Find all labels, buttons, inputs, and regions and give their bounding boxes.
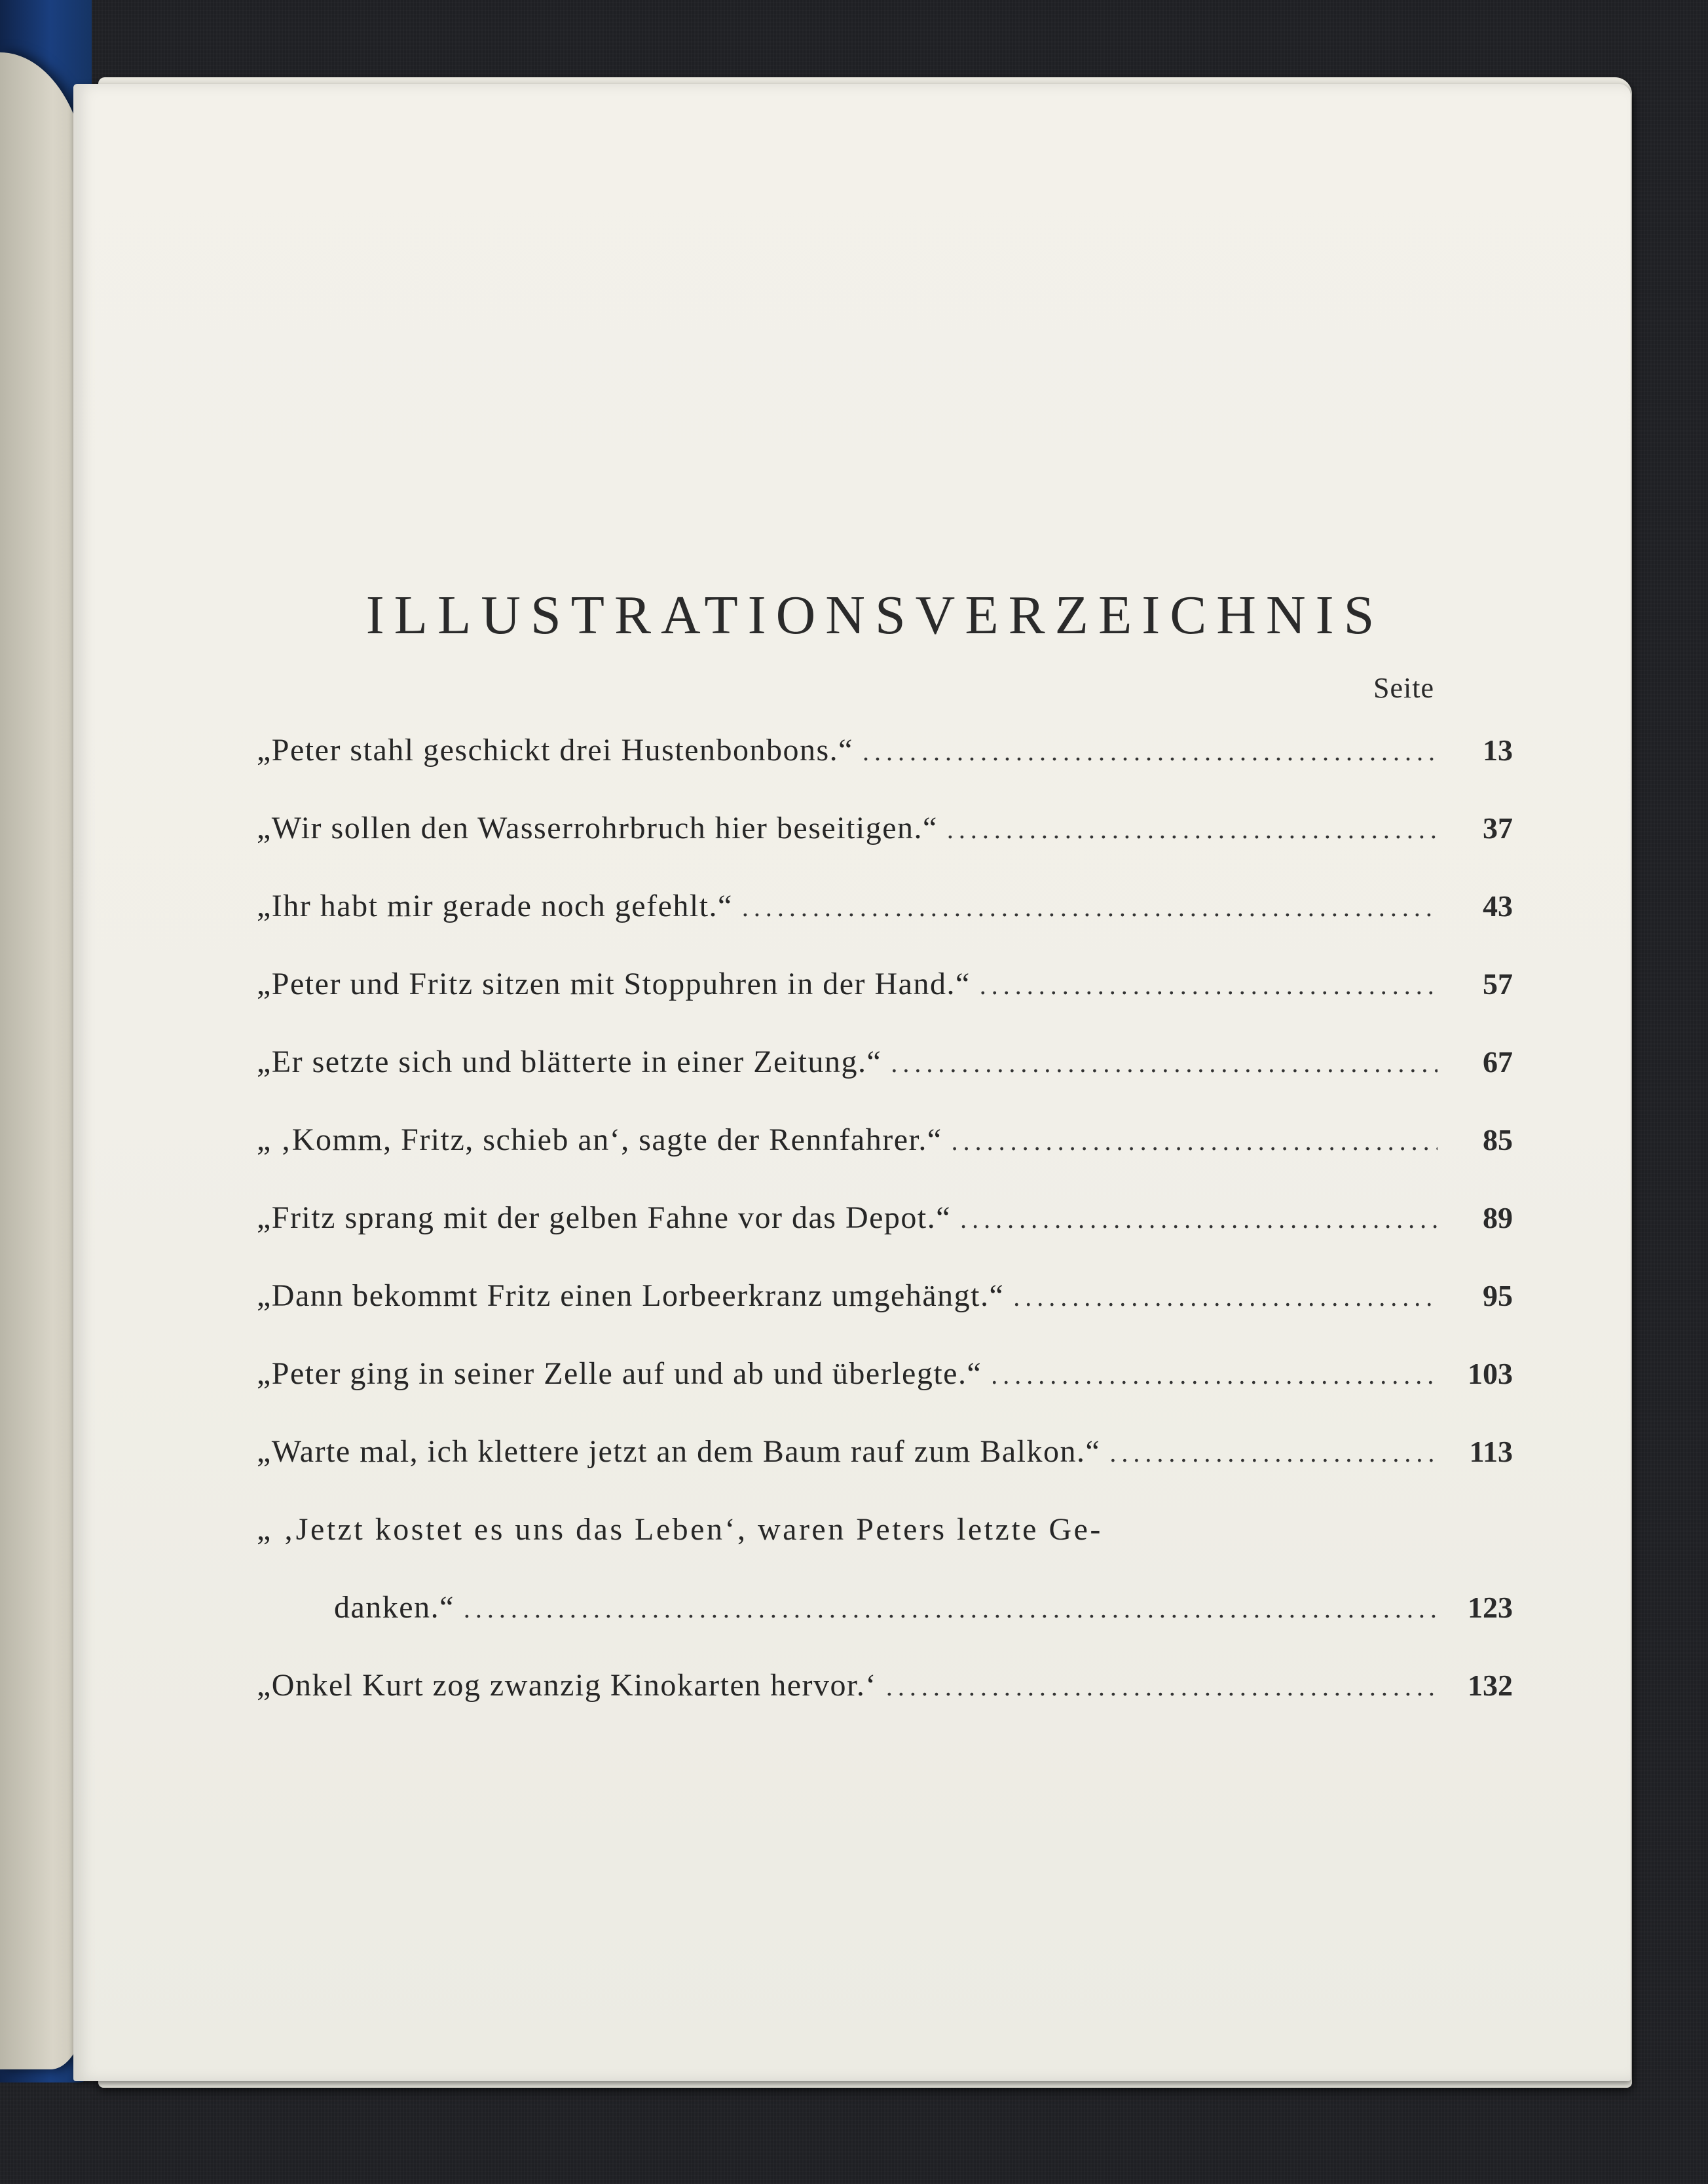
dot-leader bbox=[947, 790, 1438, 868]
book-page bbox=[73, 84, 1631, 2081]
list-item bbox=[257, 789, 1513, 867]
entry-caption: „Peter und Fritz sitzen mit Stoppuhren in der Hand.“ bbox=[257, 967, 971, 1001]
entry-caption: danken.“ bbox=[334, 1590, 455, 1625]
entry-caption-first-line: „ ‚Jetzt kostet es uns das Leben‘, waren Peters letzte Ge- bbox=[257, 1512, 1103, 1547]
entry-page-number: 67 bbox=[1483, 1045, 1513, 1079]
entry-page-number: 37 bbox=[1483, 811, 1513, 845]
entry-caption: „Wir sollen den Wasserrohrbruch hier beseitigen.“ bbox=[257, 811, 938, 845]
dot-leader bbox=[952, 1102, 1438, 1180]
entry-page-number: 13 bbox=[1483, 733, 1513, 767]
entry-page-number: 103 bbox=[1468, 1357, 1513, 1390]
entry-page-number: 95 bbox=[1483, 1279, 1513, 1312]
entry-caption: „ ‚Komm, Fritz, schieb an‘, sagte der Rennfahrer.“ bbox=[257, 1122, 942, 1157]
list-item bbox=[257, 1335, 1513, 1413]
dot-leader bbox=[960, 1180, 1438, 1258]
dot-leader bbox=[1109, 1414, 1438, 1492]
list-item bbox=[257, 1023, 1513, 1101]
dot-leader bbox=[886, 1648, 1438, 1726]
entry-caption: „Warte mal, ich klettere jetzt an dem Baum rauf zum Balkon.“ bbox=[257, 1434, 1101, 1469]
dot-leader bbox=[891, 1024, 1438, 1102]
list-item bbox=[257, 1101, 1513, 1179]
dot-leader bbox=[991, 1336, 1438, 1414]
entry-caption: „Peter ging in seiner Zelle auf und ab und überlegte.“ bbox=[257, 1356, 982, 1391]
entry-caption: „Peter stahl geschickt drei Hustenbonbons.“ bbox=[257, 733, 853, 768]
list-item bbox=[257, 945, 1513, 1023]
entry-caption: „Onkel Kurt zog zwanzig Kinokarten hervor.‘ bbox=[257, 1668, 877, 1703]
entry-caption: „Fritz sprang mit der gelben Fahne vor das Depot.“ bbox=[257, 1200, 952, 1235]
list-item bbox=[257, 1490, 1513, 1646]
entry-caption: „Er setzte sich und blätterte in einer Zeitung.“ bbox=[257, 1045, 882, 1079]
entry-page-number: 85 bbox=[1483, 1123, 1513, 1157]
entry-page-number: 57 bbox=[1483, 967, 1513, 1001]
dot-leader bbox=[1013, 1258, 1438, 1336]
entry-page-number: 123 bbox=[1468, 1591, 1513, 1624]
list-item bbox=[257, 1179, 1513, 1257]
list-item bbox=[257, 1257, 1513, 1335]
page-column-label: Seite bbox=[1373, 672, 1434, 704]
entry-page-number: 43 bbox=[1483, 889, 1513, 923]
list-item bbox=[257, 1646, 1513, 1724]
list-item bbox=[257, 711, 1513, 789]
entry-caption: „Dann bekommt Fritz einen Lorbeerkranz umgehängt.“ bbox=[257, 1278, 1005, 1313]
dot-leader bbox=[742, 868, 1438, 946]
dot-leader bbox=[464, 1570, 1438, 1648]
dot-leader bbox=[863, 713, 1438, 790]
illustration-list bbox=[257, 711, 1513, 1724]
entry-page-number: 132 bbox=[1468, 1669, 1513, 1702]
page-title: ILLUSTRATIONSVERZEICHNIS bbox=[365, 585, 1384, 646]
list-item bbox=[257, 867, 1513, 945]
entry-page-number: 89 bbox=[1483, 1201, 1513, 1234]
dot-leader bbox=[980, 946, 1438, 1024]
list-item bbox=[257, 1413, 1513, 1490]
entry-page-number: 113 bbox=[1469, 1435, 1513, 1468]
entry-caption: „Ihr habt mir gerade noch gefehlt.“ bbox=[257, 889, 733, 923]
